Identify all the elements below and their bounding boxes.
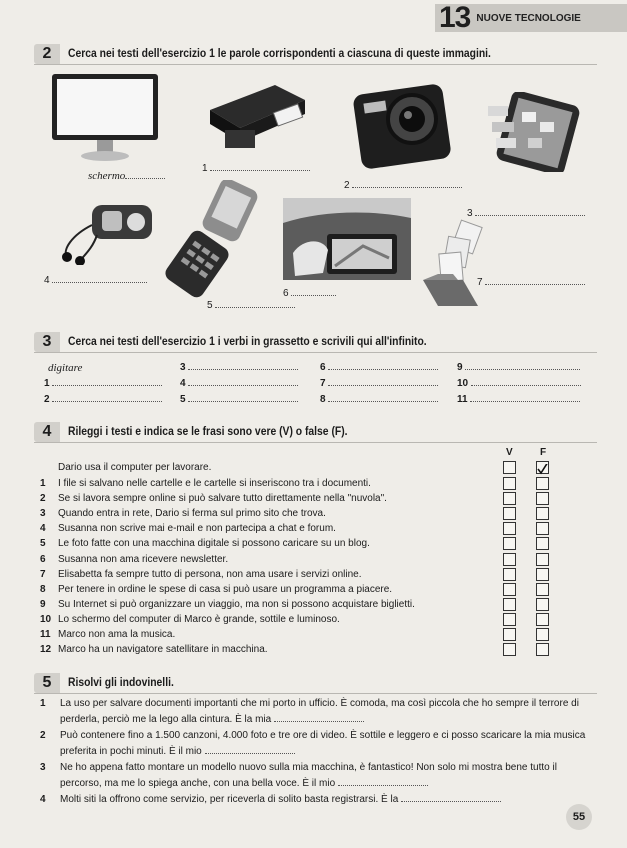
false-checkbox[interactable]: [536, 628, 549, 641]
statement-row: 5 Le foto fatte con una macchina digitale si possono caricare su un blog.: [40, 538, 370, 550]
exercise-4-instruction: Rileggi i testi e indica se le frasi sono vere (V) o false (F).: [68, 426, 348, 438]
verb-7: 7: [320, 378, 438, 389]
true-checkbox[interactable]: [503, 583, 516, 596]
verb-4: 4: [180, 378, 298, 389]
false-checkbox[interactable]: [536, 583, 549, 596]
true-checkbox[interactable]: [503, 537, 516, 550]
exercise-3-number: 3: [34, 332, 60, 352]
true-checkbox[interactable]: [503, 522, 516, 535]
answer-schermo: schermo: [88, 170, 126, 182]
statement-text: Per tenere in ordine le spese di casa si può usare un programma a piacere.: [58, 583, 393, 595]
divider: [34, 352, 597, 353]
exercise-5-instruction: Risolvi gli indovinelli.: [68, 677, 174, 689]
exercise-5-number: 5: [34, 673, 60, 693]
unit-title: NUOVE TECNOLOGIE: [476, 12, 581, 24]
false-checkbox[interactable]: [536, 477, 549, 490]
exercise-3-header: [34, 332, 467, 352]
verb-5: 5: [180, 394, 298, 405]
exercise-4-header: [34, 422, 379, 442]
divider: [34, 64, 597, 65]
statement-text: Susanna non scrive mai e-mail e non partecipa a chat e forum.: [58, 523, 336, 535]
verb-8: 8: [320, 394, 438, 405]
verb-9: 9: [457, 362, 580, 373]
statement-row: 10 Lo schermo del computer di Marco è grande, sottile e luminoso.: [40, 613, 340, 625]
exercise-2-number: 2: [34, 44, 60, 64]
statement-text: Su Internet si può organizzare un viaggio, ma non si possono acquistare biglietti.: [58, 598, 415, 610]
false-checkbox[interactable]: [536, 507, 549, 520]
false-checkbox-example-checked[interactable]: [536, 461, 549, 474]
true-checkbox-example[interactable]: [503, 461, 516, 474]
riddle-1: 1 La uso per salvare documenti importanti che mi porto in ufficio. È comoda, ma così piccola che ho sempre il terrore di perderla, perciò me la lego alla cintura. È la mia: [40, 698, 579, 725]
smartphone-apps-image: [488, 92, 583, 172]
statement-text: Lo schermo del computer di Marco è grande, sottile e luminoso.: [58, 613, 340, 625]
unit-header: [435, 1, 627, 34]
exercise-4-number: 4: [34, 422, 60, 442]
answer-line: [215, 307, 295, 308]
usb-drive-image: [205, 80, 310, 152]
false-column-label: F: [540, 447, 547, 458]
unit-number: 13: [439, 1, 471, 34]
true-checkbox[interactable]: [503, 492, 516, 505]
true-checkbox[interactable]: [503, 568, 516, 581]
image-1-label: 1: [202, 163, 310, 174]
flip-phone-image: [160, 180, 270, 300]
answer-line: [475, 215, 585, 216]
statement-row: 1 I file si salvano nelle cartelle e le cartelle si inseriscono tra i documenti.: [40, 478, 371, 489]
answer-line: [52, 282, 147, 283]
image-4-label: 4: [44, 275, 147, 286]
verb-answer-0: digitare: [48, 362, 83, 374]
riddle-3: 3 Ne ho appena fatto montare un modello nuovo sulla mia macchina, è fantastico! Non solo mi mostra bene tutto il percorso, ma me lo spiega anche, con una bella voce. È il mio: [40, 762, 557, 789]
true-checkbox[interactable]: [503, 628, 516, 641]
statement-row: 8 Per tenere in ordine le spese di casa si può usare un programma a piacere.: [40, 583, 393, 595]
image-6-label: 6: [283, 288, 336, 299]
statement-example: Dario usa il computer per lavorare.: [58, 462, 212, 473]
answer-line: [291, 295, 336, 296]
true-checkbox[interactable]: [503, 613, 516, 626]
true-checkbox[interactable]: [503, 507, 516, 520]
image-5-label: 5: [207, 300, 295, 311]
page-number: 55: [566, 804, 592, 830]
false-checkbox[interactable]: [536, 598, 549, 611]
digital-camera-image: [352, 74, 457, 174]
answer-line: [125, 178, 165, 179]
gps-navigator-image: [283, 198, 411, 280]
statement-row: 12 Marco ha un navigatore satellitare in macchina.: [40, 644, 268, 656]
folder-files-image: [418, 218, 493, 313]
riddle-2: 2 Può contenere fino a 1.500 canzoni, 4.000 foto e tre ore di video. È sottile e leggero e ci posso scaricare la mia musica preferita in pochi minuti. È il mio: [40, 730, 586, 757]
statement-row: 2 Se si lavora sempre online si può salvare tutto direttamente nella "nuvola".: [40, 493, 387, 505]
statement-text: Elisabetta fa sempre tutto di persona, non ama usare i servizi online.: [58, 568, 362, 580]
exercise-5-header: [34, 673, 186, 693]
answer-line: [352, 187, 462, 188]
verb-3: 3: [180, 362, 298, 373]
riddle-4: 4 Molti siti la offrono come servizio, per riceverla di solito basta registrarsi. È la: [40, 792, 590, 808]
image-2-label: 2: [344, 180, 462, 191]
answer-line: [210, 170, 310, 171]
mp3-player-image: [52, 195, 162, 265]
false-checkbox[interactable]: [536, 492, 549, 505]
true-checkbox[interactable]: [503, 598, 516, 611]
false-checkbox[interactable]: [536, 643, 549, 656]
false-checkbox[interactable]: [536, 568, 549, 581]
exercise-2-instruction: Cerca nei testi dell'esercizio 1 le parole corrispondenti a ciascuna di queste immagini.: [68, 48, 491, 60]
true-checkbox[interactable]: [503, 643, 516, 656]
false-checkbox[interactable]: [536, 553, 549, 566]
verb-2: 2: [44, 394, 162, 405]
statement-text: Susanna non ama ricevere newsletter.: [58, 553, 229, 565]
true-checkbox[interactable]: [503, 477, 516, 490]
true-column-label: V: [506, 447, 513, 458]
monitor-image: [50, 72, 160, 167]
answer-line: [485, 284, 585, 285]
exercise-2-header: [34, 44, 538, 64]
false-checkbox[interactable]: [536, 522, 549, 535]
image-3-label: 3: [467, 208, 585, 219]
statement-row: 3 Quando entra in rete, Dario si ferma sul primo sito che trova.: [40, 508, 326, 520]
image-0-answer: [88, 170, 165, 182]
false-checkbox[interactable]: [536, 537, 549, 550]
statement-row: 7 Elisabetta fa sempre tutto di persona, non ama usare i servizi online.: [40, 568, 362, 580]
statement-row: 11 Marco non ama la musica.: [40, 629, 176, 640]
verb-1: 1: [44, 378, 162, 389]
verb-10: 10: [457, 378, 581, 389]
divider: [34, 693, 597, 694]
check-icon: [537, 464, 548, 475]
exercise-3-instruction: Cerca nei testi dell'esercizio 1 i verbi in grassetto e scrivili qui all'infinito.: [68, 336, 427, 348]
verb-11: 11: [457, 394, 580, 405]
false-checkbox[interactable]: [536, 613, 549, 626]
statement-row: 4 Susanna non scrive mai e-mail e non partecipa a chat e forum.: [40, 523, 336, 535]
statement-text: I file si salvano nelle cartelle e le cartelle si inseriscono tra i documenti.: [58, 478, 371, 489]
statement-text: Quando entra in rete, Dario si ferma sul primo sito che trova.: [58, 508, 326, 520]
statement-text: Marco ha un navigatore satellitare in macchina.: [58, 644, 268, 656]
statement-text: Le foto fatte con una macchina digitale si possono caricare su un blog.: [58, 538, 370, 550]
statement-text: Se si lavora sempre online si può salvare tutto direttamente nella "nuvola".: [58, 493, 387, 505]
statement-row: 6 Susanna non ama ricevere newsletter.: [40, 553, 229, 565]
true-checkbox[interactable]: [503, 553, 516, 566]
image-7-label: 7: [477, 277, 585, 288]
divider: [34, 442, 597, 443]
statement-text: Marco non ama la musica.: [58, 629, 176, 640]
statement-row: 9 Su Internet si può organizzare un viaggio, ma non si possono acquistare biglietti.: [40, 598, 415, 610]
verb-6: 6: [320, 362, 438, 373]
